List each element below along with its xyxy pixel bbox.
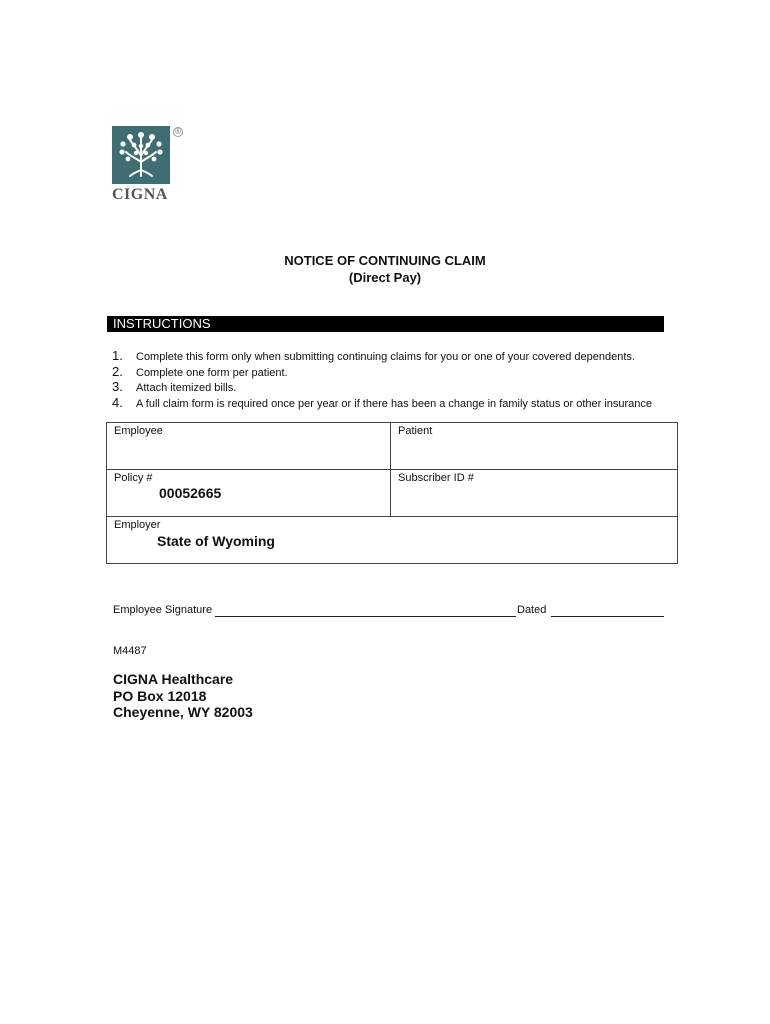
instructions-list [112,348,712,410]
form-title: NOTICE OF CONTINUING CLAIM [284,253,486,268]
cigna-wordmark: CIGNA [112,186,168,203]
form-code: M4487 [113,645,147,657]
instruction-item: 2. Complete one form per patient. [112,363,288,379]
employer-value: State of Wyoming [157,533,275,549]
policy-number-value: 00052665 [159,485,222,501]
claim-form-table [106,422,678,564]
instruction-item: 3. Attach itemized bills. [112,379,237,394]
address-line-1: CIGNA Healthcare [113,671,234,687]
employer-label: Employer [114,519,161,531]
policy-number-field[interactable] [107,470,391,517]
instructions-heading: INSTRUCTIONS [107,316,664,332]
subscriber-id-label: Subscriber ID # [398,472,474,484]
tree-icon [112,126,170,184]
dated-line[interactable] [551,616,664,617]
employee-label: Employee [114,425,163,437]
employee-field[interactable] [107,423,391,470]
subscriber-id-field[interactable] [391,470,677,517]
cigna-logo [112,126,184,206]
instruction-item: 4. A full claim form is required once per year or if there has been a change in family status or other insurance [112,394,653,410]
employee-signature-label: Employee Signature [113,604,213,616]
form-subtitle: (Direct Pay) [348,270,422,285]
address-line-2: PO Box 12018 [113,687,207,704]
registered-trademark: ® [173,127,183,137]
dated-label: Dated [517,604,547,616]
policy-number-label: Policy # [114,472,153,484]
patient-label: Patient [398,425,433,437]
instruction-item: 1. Complete this form only when submitting continuing claims for you or one of your covered dependents. [112,348,635,363]
mailing-address [113,671,253,721]
address-line-3: Cheyenne, WY 82003 [113,704,253,720]
employer-field[interactable] [107,517,677,563]
patient-field[interactable] [391,423,677,470]
employee-signature-line[interactable] [215,616,516,617]
